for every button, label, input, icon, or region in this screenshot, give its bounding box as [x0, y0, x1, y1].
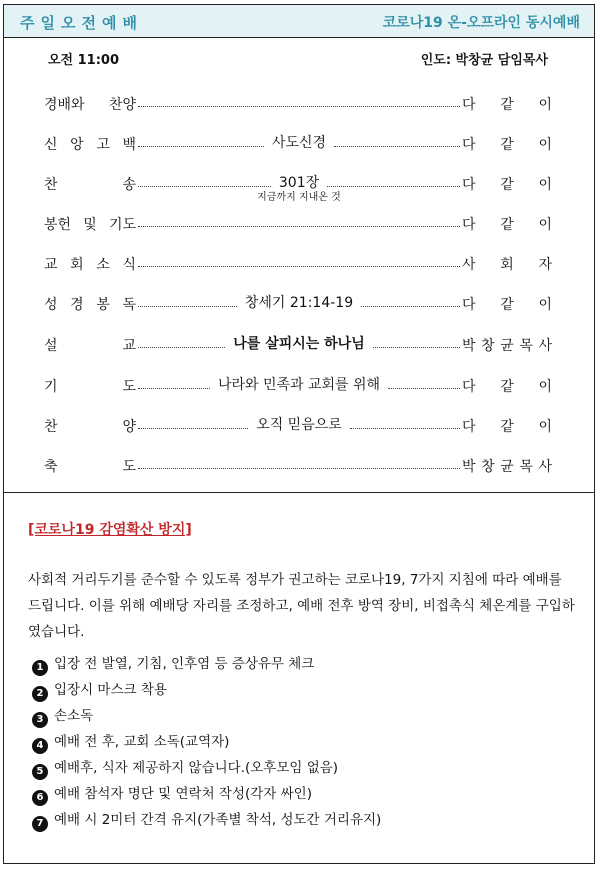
order-title: 오직 믿음으로 [256, 417, 342, 433]
order-participant: 박 창 균 목 사 [462, 459, 552, 475]
order-row [44, 333, 552, 357]
order-title: 창세기 21:14-19 [244, 295, 354, 311]
guideline-item [32, 651, 381, 677]
number-badge: 2 [32, 686, 48, 702]
leader-dots [138, 146, 264, 147]
order-participant: 다 같 이 [462, 419, 552, 435]
guideline-item [32, 729, 381, 755]
guideline-list [32, 651, 381, 833]
guideline-item [32, 781, 381, 807]
number-badge: 7 [32, 816, 48, 832]
order-label: 찬 양 [44, 419, 136, 435]
number-badge: 5 [32, 764, 48, 780]
leader-dots [361, 306, 460, 307]
guideline-text: 예배후, 식자 제공하지 않습니다.(오후모임 없음) [54, 760, 339, 776]
order-label: 축 도 [44, 459, 136, 475]
order-participant: 다 같 이 [462, 297, 552, 313]
guideline-text: 입장시 마스크 착용 [54, 682, 167, 698]
order-label: 찬 송 [44, 177, 136, 193]
order-row [44, 454, 552, 478]
order-title: 나라와 민족과 교회를 위해 [217, 377, 381, 393]
order-title: 나를 살피시는 하나님 [233, 336, 365, 352]
order-participant: 다 같 이 [462, 217, 552, 233]
leader-dots [138, 106, 460, 107]
header-bar [4, 5, 594, 38]
leader-dots [327, 186, 460, 187]
leader-dots [138, 388, 210, 389]
order-row [44, 172, 552, 203]
order-participant: 다 같 이 [462, 177, 552, 193]
order-row [44, 92, 552, 116]
leader-dots [138, 266, 460, 267]
leader-dots [373, 347, 460, 348]
notice-title: [코로나19 감염확산 방지] [28, 522, 192, 538]
service-time: 오전 11:00 [48, 53, 120, 68]
order-label: 경배와 찬양 [44, 97, 136, 113]
leader-dots [138, 347, 225, 348]
order-participant: 박 창 균 목 사 [462, 338, 552, 354]
guideline-text: 예배 참석자 명단 및 연락처 작성(각자 싸인) [54, 786, 312, 802]
service-leader: 인도: 박창균 담임목사 [420, 53, 548, 68]
order-row [44, 212, 552, 236]
order-label: 신 앙 고 백 [44, 137, 136, 153]
guideline-text: 예배 전 후, 교회 소독(교역자) [54, 734, 230, 750]
leader-dots [350, 428, 460, 429]
order-row [44, 374, 552, 398]
order-participant: 다 같 이 [462, 137, 552, 153]
number-badge: 1 [32, 660, 48, 676]
order-title: 301장 지금까지 지내온 것 [257, 175, 341, 203]
leader-dots [138, 468, 460, 469]
guideline-item [32, 807, 381, 833]
section-divider [4, 492, 594, 493]
order-title: 사도신경 [271, 135, 327, 151]
order-row [44, 252, 552, 276]
number-badge: 3 [32, 712, 48, 728]
leader-dots [334, 146, 460, 147]
leader-dots [138, 428, 248, 429]
number-badge: 6 [32, 790, 48, 806]
leader-dots [138, 186, 271, 187]
guideline-item [32, 703, 381, 729]
order-participant: 다 같 이 [462, 97, 552, 113]
order-row [44, 414, 552, 438]
leader-dots [388, 388, 460, 389]
service-mode: 코로나19 온-오프라인 동시예배 [382, 15, 580, 31]
leader-dots [138, 306, 237, 307]
order-row [44, 132, 552, 156]
service-title: 주일오전예배 [20, 14, 143, 32]
order-label: 봉헌 및 기도 [44, 217, 136, 233]
leader-dots [138, 226, 460, 227]
guideline-item [32, 755, 381, 781]
order-row [44, 292, 552, 316]
guideline-text: 손소독 [54, 708, 94, 724]
guideline-text: 입장 전 발열, 기침, 인후염 등 증상유무 체크 [54, 656, 315, 672]
guideline-text: 예배 시 2미터 간격 유지(가족별 착석, 성도간 거리유지) [54, 812, 382, 828]
order-label: 설 교 [44, 338, 136, 354]
order-label: 기 도 [44, 379, 136, 395]
guideline-item [32, 677, 381, 703]
order-participant: 다 같 이 [462, 379, 552, 395]
order-participant: 사 회 자 [462, 257, 552, 273]
bulletin-frame [3, 4, 595, 864]
number-badge: 4 [32, 738, 48, 754]
notice-paragraph: 사회적 거리두기를 준수할 수 있도록 정부가 권고하는 코로나19, 7가지 지침에 따라 예배를 드립니다. 이를 위해 예배당 자리를 조정하고, 예배 전후 방역 장비, 비접촉식 체온계를 구입하였습니다. [28, 572, 575, 640]
order-label: 교 회 소 식 [44, 257, 136, 273]
order-label: 성 경 봉 독 [44, 297, 136, 313]
